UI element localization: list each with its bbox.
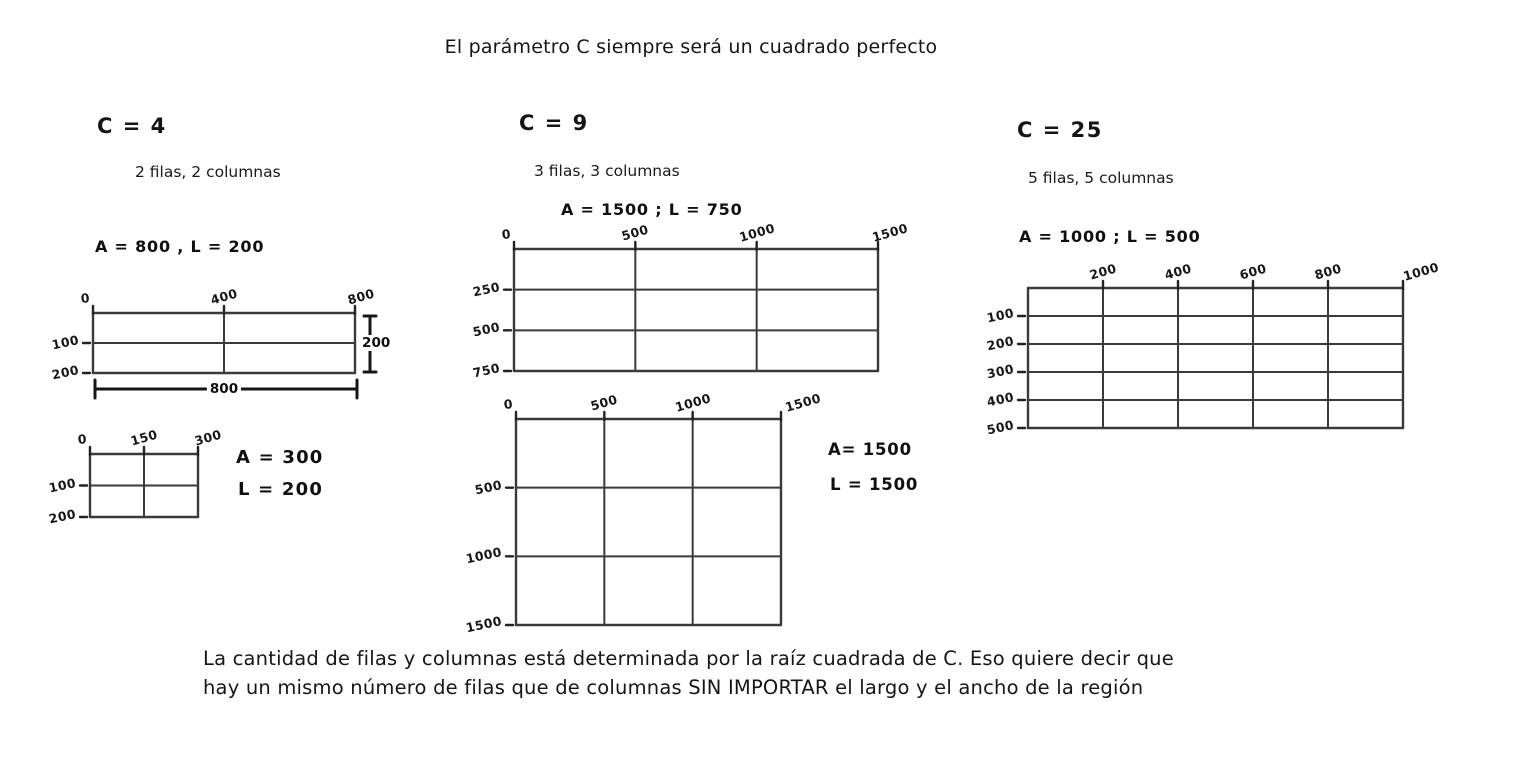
y-tick-label: 100 — [50, 332, 81, 353]
y-tick-label: 200 — [985, 333, 1016, 354]
x-tick-label: 400 — [1162, 260, 1194, 283]
y-tick-label: 300 — [985, 361, 1016, 382]
x-tick-label: 0 — [76, 431, 88, 447]
section-c25-title: C = 25 — [1017, 118, 1103, 142]
footer-note — [203, 644, 1174, 702]
y-tick-label: 100 — [47, 474, 78, 495]
y-tick-label: 200 — [47, 506, 78, 527]
x-tick-label: 1000 — [673, 390, 713, 415]
x-tick-label: 200 — [1087, 260, 1119, 283]
width-dimension-label: 800 — [207, 381, 241, 397]
x-tick-label: 400 — [208, 285, 240, 308]
x-tick-label: 300 — [192, 426, 224, 449]
x-tick-label: 1000 — [1401, 259, 1441, 284]
y-tick-label: 1500 — [464, 613, 504, 636]
y-tick-label: 400 — [985, 389, 1016, 410]
y-tick-label: 100 — [985, 305, 1016, 326]
c25-grid1 — [948, 236, 1513, 483]
c25-grid1-param-label: A = 1000 ; L = 500 — [1019, 227, 1201, 246]
y-tick-label: 750 — [471, 360, 502, 381]
height-dimension-label: 200 — [359, 335, 393, 351]
y-tick-label: 1000 — [464, 544, 504, 567]
x-tick-label: 0 — [79, 290, 91, 306]
y-tick-label: 500 — [985, 417, 1016, 438]
section-c9-rows-cols-label: 3 filas, 3 columnas — [534, 162, 680, 180]
section-c4-rows-cols-label: 2 filas, 2 columnas — [135, 163, 281, 181]
section-c25-rows-cols-label: 5 filas, 5 columnas — [1028, 169, 1174, 187]
x-tick-label: 0 — [500, 226, 512, 242]
x-tick-label: 800 — [1312, 260, 1344, 283]
y-tick-label: 500 — [471, 319, 502, 340]
y-tick-label: 200 — [50, 362, 81, 383]
footer-line-1: La cantidad de filas y columnas está determinada por la raíz cuadrada de C. Eso quiere decir que — [203, 647, 1174, 670]
grid-lines — [436, 367, 891, 680]
y-tick-label: 500 — [473, 476, 504, 498]
y-tick-label: 250 — [471, 278, 502, 300]
c9-grid2 — [436, 367, 891, 680]
section-c9-title: C = 9 — [519, 111, 589, 135]
x-tick-label: 1500 — [870, 220, 910, 245]
c4-grid1-param-label: A = 800 , L = 200 — [95, 237, 265, 256]
x-tick-label: 500 — [589, 391, 620, 414]
c9-grid1-param-label: A = 1500 ; L = 750 — [561, 200, 743, 219]
x-tick-label: 0 — [502, 396, 514, 412]
c9-grid2-length-label: L = 1500 — [830, 475, 919, 494]
x-tick-label: 1500 — [783, 390, 823, 415]
c4-grid2-length-label: L = 200 — [238, 479, 324, 500]
section-c4-title: C = 4 — [97, 114, 167, 138]
page-title: El parámetro C siempre será un cuadrado perfecto — [444, 36, 938, 58]
x-tick-label: 1000 — [737, 220, 777, 245]
x-tick-label: 800 — [345, 285, 377, 308]
c9-grid2-area-label: A= 1500 — [828, 440, 912, 459]
x-tick-label: 150 — [128, 426, 160, 449]
footer-line-2: hay un mismo número de filas que de columnas SIN IMPORTAR el largo y el ancho de la región — [203, 676, 1144, 699]
x-tick-label: 600 — [1237, 260, 1269, 283]
c4-grid2-area-label: A = 300 — [236, 447, 324, 468]
x-tick-label: 500 — [620, 221, 651, 244]
